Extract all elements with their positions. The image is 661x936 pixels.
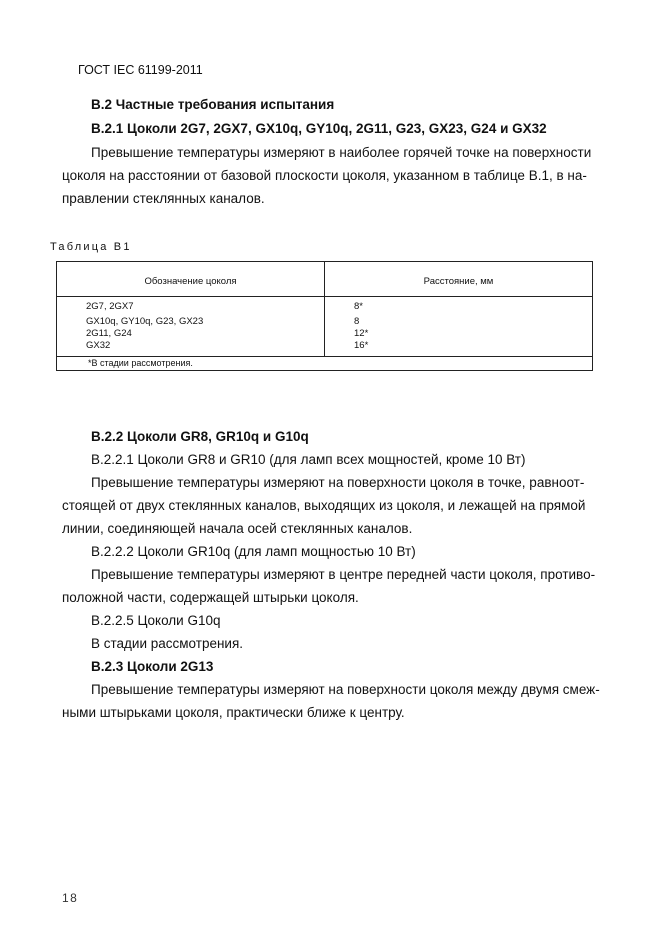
paragraph-line: стоящей от двух стеклянных каналов, выходящих из цоколя, и лежащей на прямой [62,498,586,513]
table-cell-distance: 8* [354,301,363,312]
subsection-b222-title: В.2.2.2 Цоколи GR10q (для ламп мощностью 10 Вт) [91,544,416,559]
table-cell-distance: 16* [354,340,369,351]
paragraph-line: Превышение температуры измеряют на поверхности цоколя в точке, равноот- [91,475,585,490]
base-distance-table [56,261,593,371]
paragraph-line: линии, соединяющей начала осей стеклянных каналов. [62,521,413,536]
section-b2-title: В.2 Частные требования испытания [91,97,335,112]
table-cell-base: GX10q, GY10q, G23, GX23 [86,316,204,327]
table-footnote-divider [57,356,592,357]
paragraph-line: Превышение температуры измеряют в центре передней части цоколя, противо- [91,567,596,582]
paragraph-line: правлении стеклянных каналов. [62,191,265,206]
paragraph-line: цоколя на расстоянии от базовой плоскости цоколя, указанном в таблице В.1, в на- [62,168,587,183]
section-b23-title: В.2.3 Цоколи 2G13 [91,659,214,674]
table-cell-base: 2G7, 2GX7 [86,301,134,312]
table-header-base: Обозначение цоколя [144,276,237,287]
paragraph-line: положной части, содержащей штырьки цоколя. [62,590,359,605]
section-b21-title: В.2.1 Цоколи 2G7, 2GX7, GX10q, GY10q, 2G11, G23, GX23, G24 и GX32 [91,121,547,136]
table-header-distance: Расстояние, мм [423,276,494,287]
table-cell-base: GX32 [86,340,111,351]
table-caption: Таблица В1 [50,241,132,253]
paragraph-line: ными штырьками цоколя, практически ближе к центру. [62,705,405,720]
section-b22-title: В.2.2 Цоколи GR8, GR10q и G10q [91,429,309,444]
subsection-b225-title: В.2.2.5 Цоколи G10q [91,613,221,628]
table-cell-base: 2G11, G24 [86,328,132,339]
table-cell-distance: 12* [354,328,369,339]
document-header: ГОСТ IEC 61199-2011 [78,63,203,77]
table-cell-distance: 8 [354,316,360,327]
paragraph-line: Превышение температуры измеряют на поверхности цоколя между двумя смеж- [91,682,600,697]
table-footnote: *В стадии рассмотрения. [88,358,193,368]
table-header-divider [57,296,592,297]
paragraph-line: В стадии рассмотрения. [91,636,244,651]
paragraph-line: Превышение температуры измеряют в наиболее горячей точке на поверхности [91,145,592,160]
page-number: 18 [62,891,79,905]
subsection-b221-title: В.2.2.1 Цоколи GR8 и GR10 (для ламп всех мощностей, кроме 10 Вт) [91,452,526,467]
